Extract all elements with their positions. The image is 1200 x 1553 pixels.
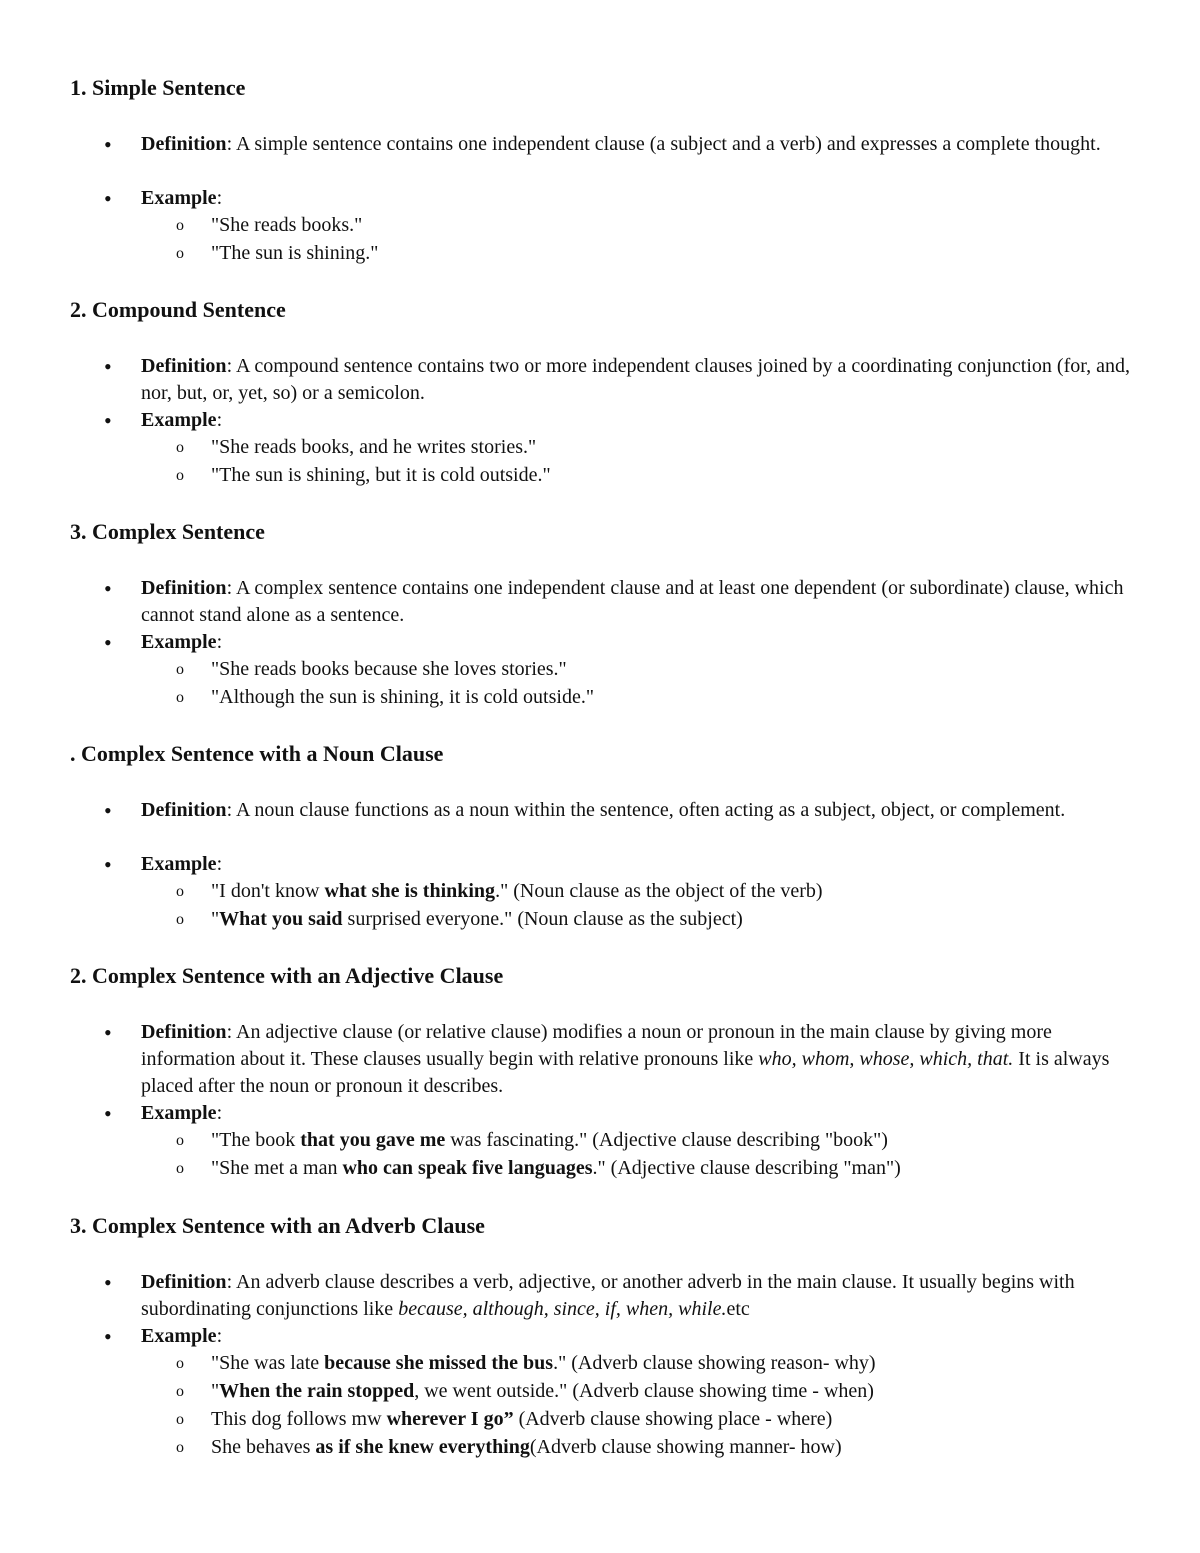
definition-item xyxy=(104,1269,1131,1323)
example-sentence xyxy=(176,211,1151,239)
example-sentence xyxy=(176,1349,1151,1377)
example-colon: : xyxy=(216,631,223,653)
bullet-icon: • xyxy=(104,1020,112,1045)
example-text-post: (Adverb clause showing place - where) xyxy=(513,1408,833,1430)
circle-bullet-icon: o xyxy=(176,1132,184,1149)
definition-text-post: It is always placed after the noun or pronoun it describes. xyxy=(141,1048,1110,1097)
example-sentence xyxy=(176,1433,1151,1461)
section-heading: 2. Complex Sentence with an Adjective Clause xyxy=(70,963,504,988)
example-label: Example xyxy=(141,853,217,875)
bullet-icon: • xyxy=(104,354,112,379)
example-sentence xyxy=(176,655,1151,683)
definition-text: : A complex sentence contains one independent clause and at least one dependent (or subordinate) clause, which cannot stand alone as a sentence. xyxy=(141,577,1124,626)
example-text-bold: that you gave me xyxy=(300,1129,446,1151)
definition-item xyxy=(104,131,1131,158)
definition-text: : A simple sentence contains one independent clause (a subject and a verb) and expresses a complete thought. xyxy=(226,133,1101,155)
example-label: Example xyxy=(141,1325,217,1347)
definition-label: Definition xyxy=(141,1271,227,1293)
definition-label: Definition xyxy=(141,1021,227,1043)
definition-text-pre: : An adverb clause describes a verb, adjective, or another adverb in the main clause. It usually begins with subordinating conjunctions like xyxy=(141,1271,1075,1320)
circle-bullet-icon: o xyxy=(176,689,184,706)
example-sentence xyxy=(176,433,1151,461)
example-sentence xyxy=(176,461,1151,489)
example-colon: : xyxy=(216,853,223,875)
definition-text: : A compound sentence contains two or more independent clauses joined by a coordinating conjunction (for, and, nor, but, or, yet, so) or a semicolon. xyxy=(141,355,1130,404)
bullet-icon: • xyxy=(104,798,112,823)
example-text: "Although the sun is shining, it is cold outside." xyxy=(211,686,594,708)
definition-label: Definition xyxy=(141,355,227,377)
example-text-bold: what she is thinking xyxy=(324,880,496,902)
example-sentence xyxy=(176,1126,1151,1154)
example-text-pre: She behaves xyxy=(211,1436,316,1458)
circle-bullet-icon: o xyxy=(176,1160,184,1177)
bullet-icon: • xyxy=(104,630,112,655)
example-sentence xyxy=(176,1377,1151,1405)
section-heading: 2. Compound Sentence xyxy=(70,297,286,322)
bullet-icon: • xyxy=(104,1324,112,1349)
example-colon: : xyxy=(216,409,223,431)
bullet-icon: • xyxy=(104,1101,112,1126)
example-sentence xyxy=(176,1405,1151,1433)
example-colon: : xyxy=(216,1102,223,1124)
example-item xyxy=(104,407,1131,434)
example-text-pre: "She was late xyxy=(211,1352,325,1374)
circle-bullet-icon: o xyxy=(176,1383,184,1400)
definition-label: Definition xyxy=(141,133,227,155)
bullet-icon: • xyxy=(104,1270,112,1295)
circle-bullet-icon: o xyxy=(176,467,184,484)
circle-bullet-icon: o xyxy=(176,217,184,234)
example-text-pre: "The book xyxy=(211,1129,301,1151)
example-item xyxy=(104,1100,1131,1127)
example-item xyxy=(104,851,1131,878)
example-text-post: , we went outside." (Adverb clause showing time - when) xyxy=(414,1380,874,1402)
example-colon: : xyxy=(216,1325,223,1347)
example-text-post: surprised everyone." (Noun clause as the subject) xyxy=(342,908,743,930)
example-text-post: ." (Adverb clause showing reason- why) xyxy=(553,1352,876,1374)
example-text-bold: who can speak five languages xyxy=(342,1157,593,1179)
bullet-icon: • xyxy=(104,576,112,601)
definition-text-post: etc xyxy=(726,1298,750,1320)
bullet-icon: • xyxy=(104,186,112,211)
example-item xyxy=(104,1323,1131,1350)
example-colon: : xyxy=(216,187,223,209)
example-sentence xyxy=(176,683,1151,711)
circle-bullet-icon: o xyxy=(176,1355,184,1372)
circle-bullet-icon: o xyxy=(176,1439,184,1456)
example-sentence xyxy=(176,877,1151,905)
example-text-bold: wherever I go” xyxy=(386,1408,514,1430)
definition-text-pre: : An adjective clause (or relative clause) modifies a noun or pronoun in the main clause by giving more information about it. These clauses usually begin with relative pronouns like xyxy=(141,1021,1052,1070)
section-heading: 3. Complex Sentence with an Adverb Clause xyxy=(70,1213,485,1238)
example-sentence xyxy=(176,905,1151,933)
example-text: "The sun is shining." xyxy=(211,242,379,264)
definition-label: Definition xyxy=(141,577,227,599)
example-text-bold: When the rain stopped xyxy=(219,1380,415,1402)
example-text-post: was fascinating." (Adjective clause describing "book") xyxy=(445,1129,888,1151)
definition-text-italic: because, although, since, if, when, while. xyxy=(398,1298,727,1320)
example-text-post: ." (Noun clause as the object of the verb) xyxy=(495,880,823,902)
example-text: "She reads books." xyxy=(211,214,363,236)
circle-bullet-icon: o xyxy=(176,245,184,262)
section-heading: 1. Simple Sentence xyxy=(70,75,246,100)
example-text-pre: This dog follows mw xyxy=(211,1408,387,1430)
bullet-icon: • xyxy=(104,852,112,877)
bullet-icon: • xyxy=(104,132,112,157)
example-label: Example xyxy=(141,187,217,209)
circle-bullet-icon: o xyxy=(176,911,184,928)
example-text-bold: as if she knew everything xyxy=(315,1436,530,1458)
example-text: "She reads books because she loves stories." xyxy=(211,658,567,680)
circle-bullet-icon: o xyxy=(176,1411,184,1428)
example-item xyxy=(104,185,1131,212)
example-text-pre: "She met a man xyxy=(211,1157,343,1179)
bullet-icon: • xyxy=(104,408,112,433)
example-text-post: (Adverb clause showing manner- how) xyxy=(529,1436,842,1458)
definition-label: Definition xyxy=(141,799,227,821)
example-sentence xyxy=(176,1154,1151,1182)
circle-bullet-icon: o xyxy=(176,883,184,900)
example-label: Example xyxy=(141,409,217,431)
definition-item xyxy=(104,353,1131,407)
example-text-bold: because she missed the bus xyxy=(324,1352,554,1374)
definition-item xyxy=(104,575,1131,629)
definition-text: : A noun clause functions as a noun within the sentence, often acting as a subject, object, or complement. xyxy=(226,799,1066,821)
example-text-bold: What you said xyxy=(219,908,343,930)
definition-text-italic: who, whom, whose, which, that. xyxy=(758,1048,1014,1070)
section-heading: 3. Complex Sentence xyxy=(70,519,265,544)
circle-bullet-icon: o xyxy=(176,661,184,678)
section-heading: . Complex Sentence with a Noun Clause xyxy=(70,741,444,766)
example-label: Example xyxy=(141,631,217,653)
example-item xyxy=(104,629,1131,656)
example-text-pre: "I don't know xyxy=(211,880,325,902)
example-sentence xyxy=(176,239,1151,267)
example-text: "She reads books, and he writes stories." xyxy=(211,436,537,458)
definition-item xyxy=(104,797,1131,824)
example-text: "The sun is shining, but it is cold outside." xyxy=(211,464,551,486)
circle-bullet-icon: o xyxy=(176,439,184,456)
example-text-pre: " xyxy=(211,1380,220,1402)
example-label: Example xyxy=(141,1102,217,1124)
definition-item xyxy=(104,1019,1131,1100)
example-text-pre: " xyxy=(211,908,220,930)
example-text-post: ." (Adjective clause describing "man") xyxy=(592,1157,901,1179)
